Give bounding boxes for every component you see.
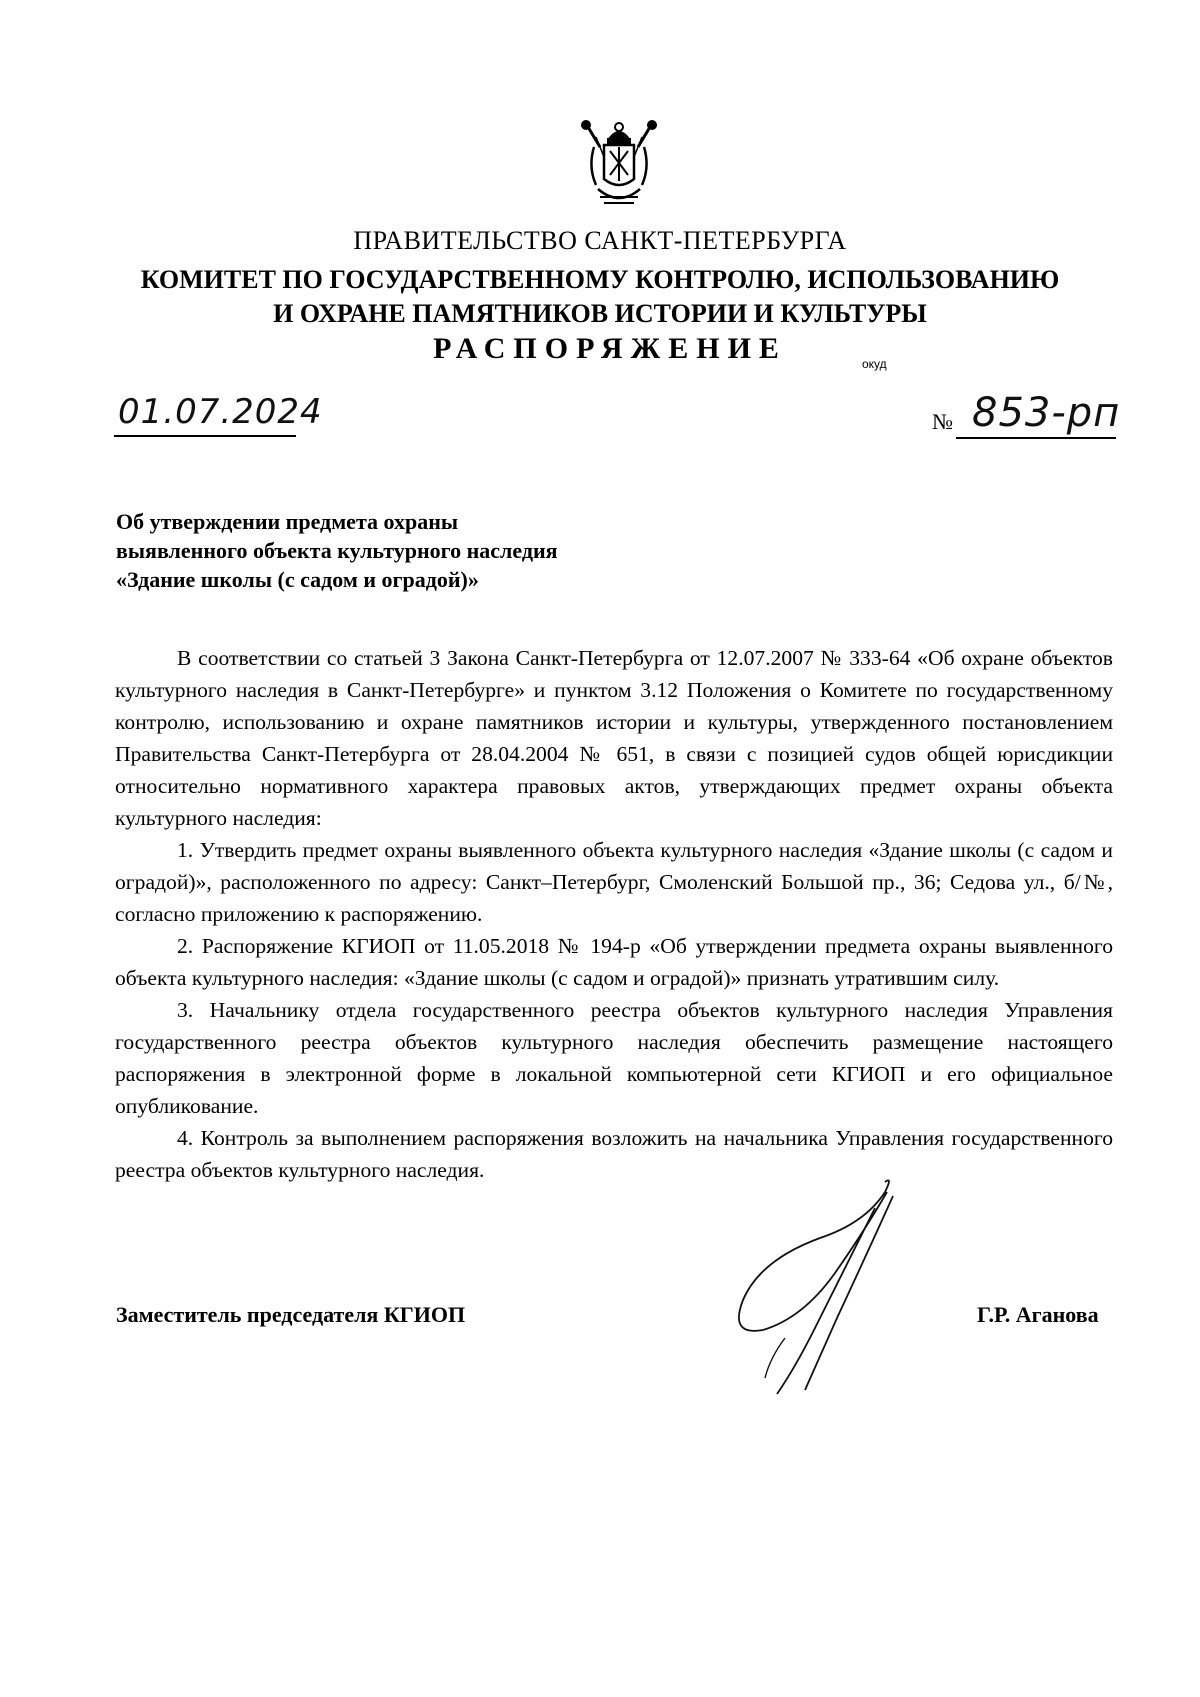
committee-line-1: КОМИТЕТ ПО ГОСУДАРСТВЕННОМУ КОНТРОЛЮ, ИСПОЛЬЗОВАНИЮ	[140, 265, 1060, 294]
signature-icon	[725, 1178, 975, 1398]
okud-label: окуд	[862, 357, 887, 371]
subject-line-3: «Здание школы (с садом и оградой)»	[116, 567, 479, 592]
date-underline	[114, 435, 296, 437]
item-2-paragraph: 2. Распоряжение КГИОП от 11.05.2018 № 194-р «Об утверждении предмета охраны выявленного объекта культурного наследия: «Здание школы (с садом и оградой)» признать утратившим силу.	[115, 934, 1113, 990]
item-3-paragraph: 3. Начальнику отдела государственного реестра объектов культурного наследия Управления государственного реестра объектов культурного наследия обеспечить размещение настоящего распоряжения в электронной форме в локальной компьютерной сети КГИОП и его официальное опубликование.	[115, 998, 1113, 1118]
item-4-paragraph: 4. Контроль за выполнением распоряжения возложить на начальника Управления государственного реестра объектов культурного наследия.	[115, 1126, 1113, 1182]
item-1-paragraph: 1. Утвердить предмет охраны выявленного объекта культурного наследия «Здание школы (с садом и оградой)», расположенного по адресу: Санкт–Петербург, Смоленский Большой пр., 36; Седова ул., б/№, согласно приложению к распоряжению.	[115, 838, 1113, 926]
document-date: 01.07.2024	[118, 392, 323, 432]
committee-line-2: И ОХРАНЕ ПАМЯТНИКОВ ИСТОРИИ И КУЛЬТУРЫ	[273, 299, 927, 328]
subject-line-2: выявленного объекта культурного наследия	[116, 538, 558, 563]
document-number: 853-рп	[972, 390, 1121, 436]
subject-line-1: Об утверждении предмета охраны	[116, 509, 459, 534]
number-underline	[956, 437, 1116, 439]
document-type: РАСПОРЯЖЕНИЕ	[433, 332, 787, 365]
coat-of-arms-icon	[574, 117, 664, 217]
government-name: ПРАВИТЕЛЬСТВО САНКТ-ПЕТЕРБУРГА	[353, 226, 847, 255]
document-subject	[116, 507, 558, 594]
document-body	[115, 642, 1113, 1186]
number-sign: №	[932, 409, 953, 434]
signer-name: Г.Р. Аганова	[977, 1302, 1099, 1327]
committee-name	[0, 263, 1200, 331]
signer-title: Заместитель председателя КГИОП	[116, 1302, 466, 1327]
preamble-paragraph: В соответствии со статьей 3 Закона Санкт-Петербурга от 12.07.2007 № 333-64 «Об охране объектов культурного наследия в Санкт-Петербурге» и пунктом 3.12 Положения о Комитете по государственному контролю, использованию и охране памятников истории и культуры, утвержденного постановлением Правительства Санкт-Петербурга от 28.04.2004 № 651, в связи с позицией судов общей юрисдикции относительно нормативного характера правовых актов, утверждающих предмет охраны объекта культурного наследия:	[115, 646, 1113, 830]
